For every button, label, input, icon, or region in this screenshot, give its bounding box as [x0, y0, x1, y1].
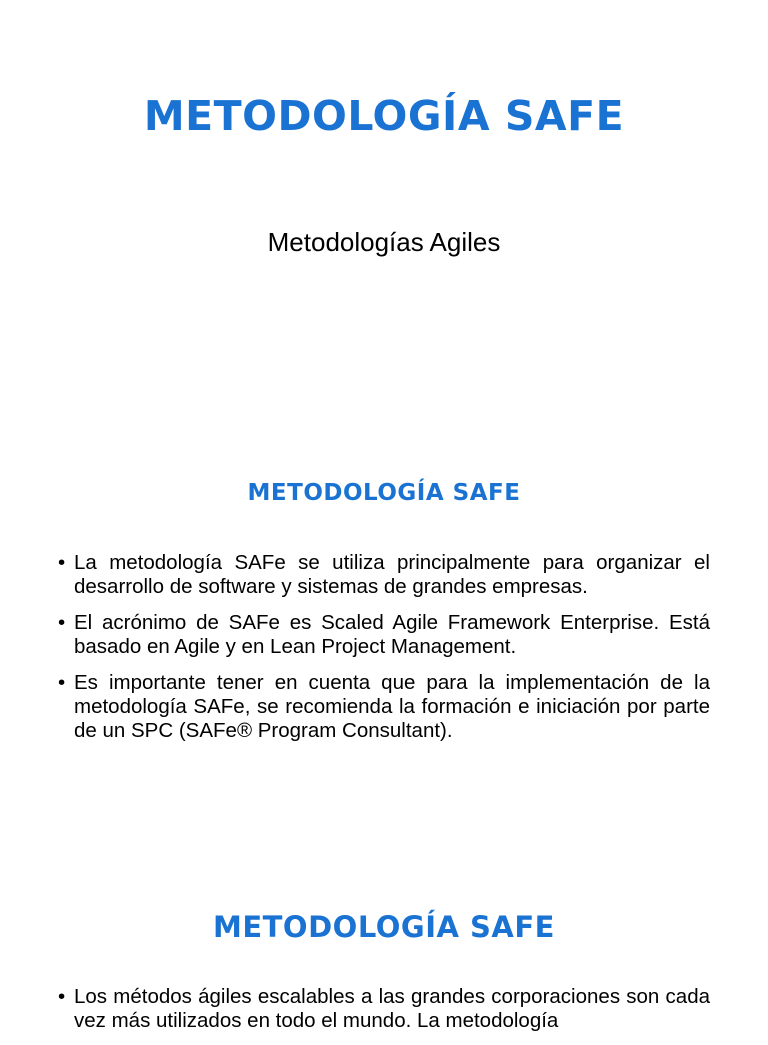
- slide1-subtitle: Metodologías Agiles: [267, 227, 501, 257]
- slide3-bullet-list: [58, 985, 710, 1045]
- list-item: [58, 611, 710, 659]
- slide1-title: METODOLOGÍA SAFE: [143, 92, 625, 140]
- list-item: [58, 985, 710, 1033]
- bullet-icon: •: [58, 671, 66, 694]
- bullet-icon: •: [58, 551, 66, 574]
- bullet-text: Es importante tener en cuenta que para la implementación de la metodología SAFe, se recomienda la formación e iniciación por parte de un SPC (SAFe® Program Consultant).: [74, 671, 710, 742]
- bullet-icon: •: [58, 985, 66, 1008]
- slide2-title: METODOLOGÍA SAFE: [247, 480, 521, 506]
- slide3-title: METODOLOGÍA SAFE: [212, 910, 555, 944]
- bullet-text: El acrónimo de SAFe es Scaled Agile Framework Enterprise. Está basado en Agile y en Lean Project Management.: [74, 611, 710, 658]
- list-item: [58, 671, 710, 743]
- bullet-text: Los métodos ágiles escalables a las grandes corporaciones son cada vez más utilizados en todo el mundo. La metodología: [74, 985, 710, 1032]
- slide2-bullet-list: [58, 551, 710, 755]
- bullet-icon: •: [58, 611, 66, 634]
- bullet-text: La metodología SAFe se utiliza principalmente para organizar el desarrollo de software y sistemas de grandes empresas.: [74, 551, 710, 598]
- list-item: [58, 551, 710, 599]
